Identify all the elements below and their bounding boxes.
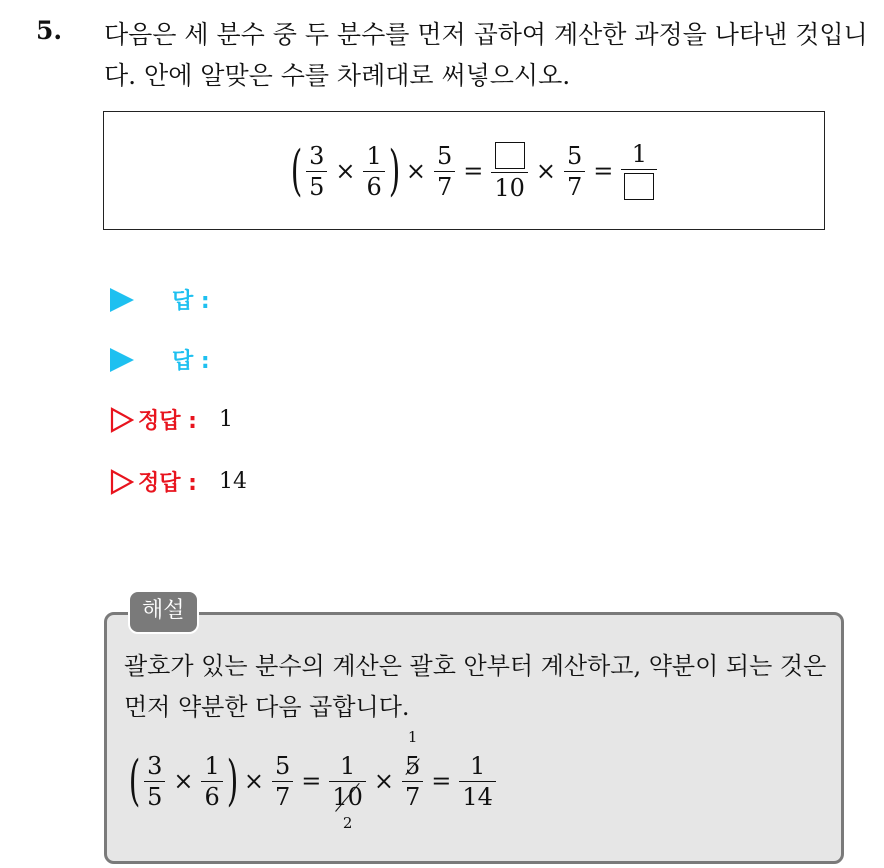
fraction-result: $\frac{1}{14}$ — [459, 754, 496, 809]
question-number: 5. — [36, 16, 63, 45]
explanation-text: 괄호가 있는 분수의 계산은 괄호 안부터 계산하고, 약분이 되는 것은 먼저 약분한 다음 곱합니다. — [124, 652, 827, 721]
cancelled-number: 10 — [332, 782, 363, 811]
correct-answer-value: 14 — [218, 469, 247, 494]
correct-answer-row-1 — [110, 404, 233, 435]
times-sign: × — [173, 767, 194, 795]
right-paren: ) — [226, 749, 239, 812]
explanation-tag: 해설 — [128, 590, 199, 634]
fraction: $\frac{1}{6}$ — [363, 144, 384, 199]
correct-answer-value: 1 — [218, 407, 233, 432]
fraction: $\frac{5}{7}$ — [434, 144, 455, 199]
fraction-cancelled-denominator: 1 10 2 — [329, 754, 366, 809]
equals-sign: = — [463, 157, 484, 185]
answer-blank-1[interactable] — [495, 142, 525, 169]
answer-row-1[interactable] — [110, 284, 210, 315]
correct-answer-label: 정답 : — [138, 471, 197, 496]
question-text: 다음은 세 분수 중 두 분수를 먼저 곱하여 계산한 과정을 나타낸 것입니다. 안에 알맞은 수를 차례대로 써넣으시오. — [104, 20, 868, 90]
correct-answer-row-2 — [110, 466, 247, 497]
equals-sign: = — [593, 157, 614, 185]
fraction: $\frac{3}{5}$ — [306, 144, 327, 199]
fraction: $\frac{1}{6}$ — [201, 754, 222, 809]
reduced-denominator: 2 — [342, 813, 353, 832]
triangle-outline-icon — [110, 407, 134, 433]
fraction-blank-denominator: 1 — [621, 142, 657, 200]
equals-sign: = — [431, 767, 452, 795]
fraction: $\frac{5}{7}$ — [564, 144, 585, 199]
right-paren: ) — [388, 139, 401, 202]
triangle-marker-icon — [110, 288, 134, 312]
answer-label: 답 : — [172, 289, 210, 314]
answer-label: 답 : — [172, 349, 210, 374]
equals-sign: = — [301, 767, 322, 795]
fraction: $\frac{3}{5}$ — [144, 754, 165, 809]
triangle-outline-icon — [110, 469, 134, 495]
triangle-marker-icon — [110, 348, 134, 372]
cancelled-number: 5 — [404, 751, 421, 780]
explanation-equation — [128, 727, 499, 832]
answer-blank-2[interactable] — [624, 173, 654, 200]
times-sign: × — [535, 157, 556, 185]
times-sign: × — [335, 157, 356, 185]
times-sign: × — [373, 767, 394, 795]
times-sign: × — [243, 767, 264, 795]
times-sign: × — [405, 157, 426, 185]
answer-row-2[interactable] — [110, 344, 210, 375]
fraction-cancelled-numerator: 5 7 1 — [402, 754, 423, 809]
fraction-blank-numerator: 10 — [491, 142, 528, 200]
left-paren: ( — [290, 139, 303, 202]
correct-answer-label: 정답 : — [138, 409, 197, 434]
reduced-numerator: 1 — [407, 727, 418, 746]
left-paren: ( — [128, 749, 141, 812]
problem-equation — [290, 132, 660, 210]
fraction: $\frac{5}{7}$ — [272, 754, 293, 809]
